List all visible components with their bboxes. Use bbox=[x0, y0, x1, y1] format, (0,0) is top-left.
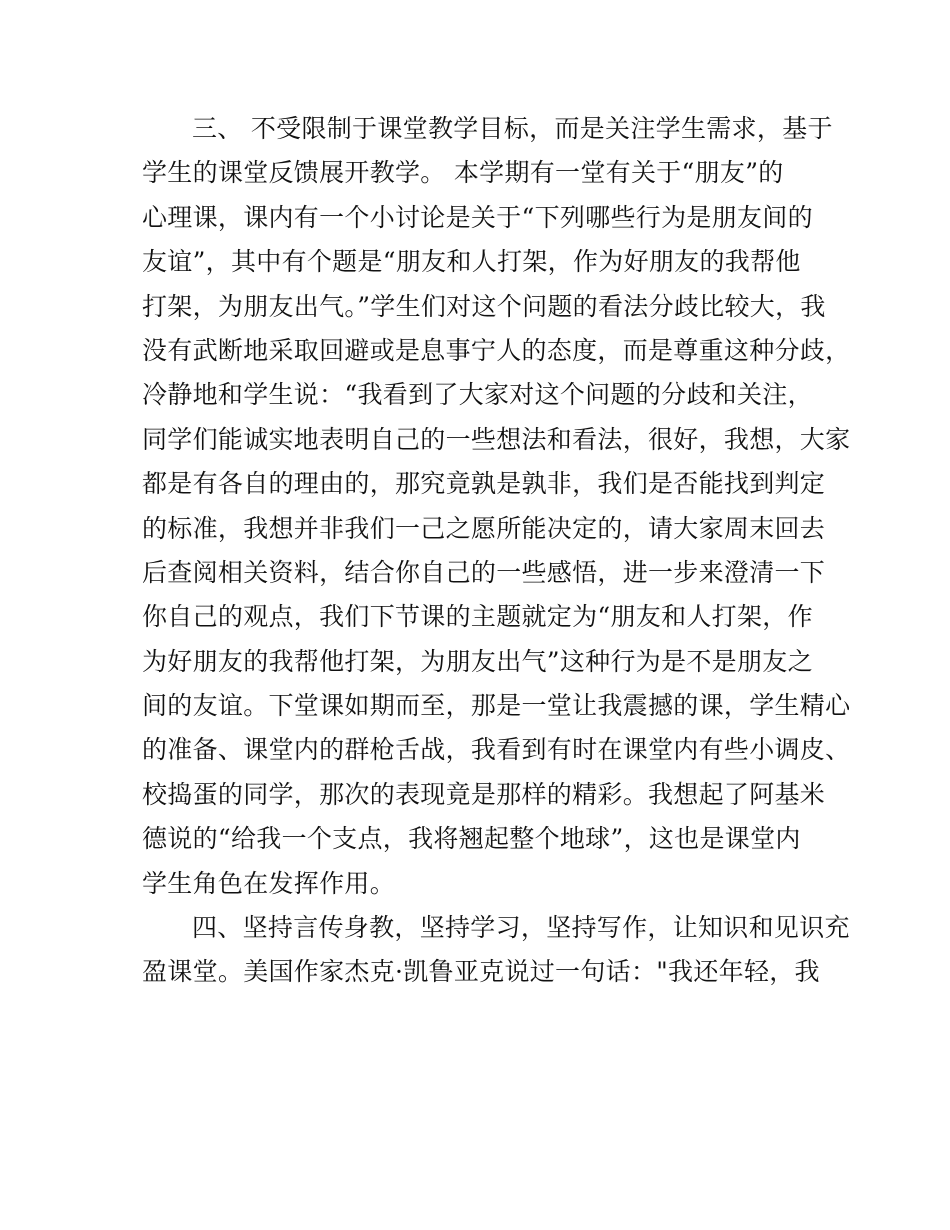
text-line: 间的友谊。下堂课如期而至，那是一堂让我震撼的课，学生精心 bbox=[142, 691, 851, 721]
text-line: 冷静地和学生说：“我看到了大家对这个问题的分歧和关注， bbox=[142, 380, 813, 410]
text-line: 没有武断地采取回避或是息事宁人的态度，而是尊重这种分歧， bbox=[142, 335, 851, 365]
document-body bbox=[142, 107, 851, 995]
text-line: 的准备、课堂内的群枪舌战，我看到有时在课堂内有些小调皮、 bbox=[142, 735, 851, 765]
text-line: 后查阅相关资料，结合你自己的一些感悟，进一步来澄清一下 bbox=[142, 557, 826, 587]
text-line: 你自己的观点，我们下节课的主题就定为“朋友和人打架，作 bbox=[142, 602, 813, 632]
text-line: 心理课，课内有一个小讨论是关于“下列哪些行为是朋友间的 bbox=[142, 202, 813, 232]
text-line: 校捣蛋的同学，那次的表现竟是那样的精彩。我想起了阿基米 bbox=[142, 779, 826, 809]
paragraph-four bbox=[142, 906, 850, 995]
text-line: 打架，为朋友出气。”学生们对这个问题的看法分歧比较大，我 bbox=[142, 291, 826, 321]
text-line: 学生角色在发挥作用。 bbox=[142, 868, 396, 898]
text-line: 同学们能诚实地表明自己的一些想法和看法，很好，我想，大家 bbox=[142, 424, 851, 454]
text-line: 的标准，我想并非我们一己之愿所能决定的，请大家周末回去 bbox=[142, 513, 826, 543]
text-line: 为好朋友的我帮他打架，为朋友出气”这种行为是不是朋友之 bbox=[142, 646, 813, 676]
text-line: 四、坚持言传身教，坚持学习，坚持写作，让知识和见识充 bbox=[192, 913, 850, 943]
text-line: 都是有各自的理由的，那究竟孰是孰非，我们是否能找到判定 bbox=[142, 469, 826, 499]
text-line: 盈课堂。美国作家杰克·凯鲁亚克说过一句话："我还年轻，我 bbox=[142, 957, 820, 987]
text-line: 学生的课堂反馈展开教学。 本学期有一堂有关于“朋友”的 bbox=[142, 158, 784, 188]
text-line: 友谊”，其中有个题是“朋友和人打架，作为好朋友的我帮他 bbox=[142, 247, 801, 277]
text-line: 三、 不受限制于课堂教学目标，而是关注学生需求，基于 bbox=[192, 114, 833, 143]
paragraph-three bbox=[142, 107, 851, 906]
text-line: 德说的“给我一个支点，我将翘起整个地球”，这也是课堂内 bbox=[142, 824, 801, 854]
